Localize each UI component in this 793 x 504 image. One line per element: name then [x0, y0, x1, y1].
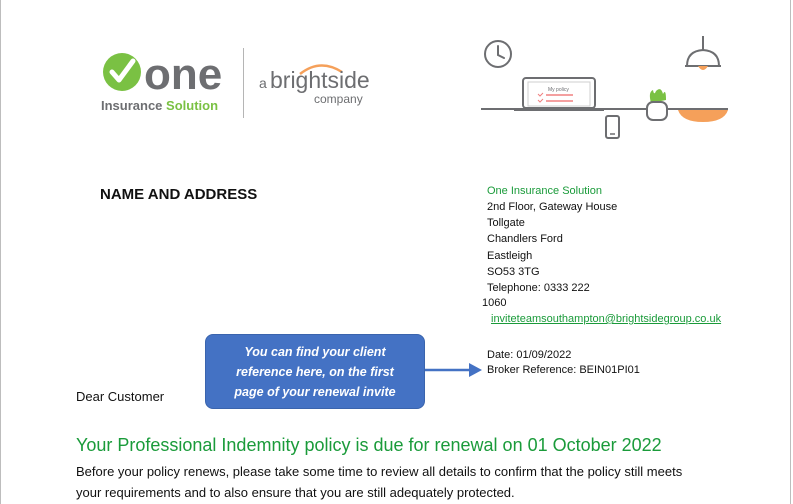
company-logo	[100, 48, 390, 120]
sender-address-line3: Chandlers Ford	[487, 233, 563, 245]
renewal-title: Your Professional Indemnity policy is due for renewal on 01 October 2022	[76, 435, 662, 455]
logo-subtitle: Insurance Solution	[101, 98, 219, 113]
sender-telephone: Telephone: 0333 222	[487, 282, 590, 294]
sender-company: One Insurance Solution	[487, 185, 602, 197]
callout-line1: You can find your client	[244, 345, 386, 359]
callout-line2: reference here, on the first	[236, 365, 394, 379]
page-edge-right	[790, 0, 791, 504]
sender-postcode: SO53 3TG	[487, 266, 540, 278]
one-logo-icon	[100, 48, 230, 96]
body-line-2: your requirements and to also ensure that you are still adequately protected.	[76, 485, 515, 500]
broker-reference: Broker Reference: BEIN01PI01	[487, 364, 640, 376]
body-line-1: Before your policy renews, please take some time to review all details to confirm that the policy still meets	[76, 464, 683, 479]
desk-illustration	[478, 36, 730, 146]
sender-address-line1: 2nd Floor, Gateway House	[487, 201, 618, 213]
letter-date: Date: 01/09/2022	[487, 349, 572, 361]
sender-address-line2: Tollgate	[487, 217, 525, 229]
callout-line3: page of your renewal invite	[234, 385, 396, 399]
plant-icon	[647, 89, 667, 120]
partner-prefix: a	[259, 75, 267, 91]
partner-name: brightside	[270, 67, 370, 93]
phone-icon	[606, 116, 619, 138]
salutation: Dear Customer	[76, 389, 165, 404]
brightside-logo-icon	[258, 60, 388, 110]
partner-suffix: company	[314, 92, 363, 106]
callout-arrow-icon	[425, 362, 483, 378]
recipient-heading: NAME AND ADDRESS	[100, 186, 258, 203]
laptop-icon	[514, 78, 604, 111]
sender-email-link[interactable]: inviteteamsouthampton@brightsidegroup.co.uk	[491, 313, 722, 325]
sender-telephone-continued: 1060	[482, 297, 507, 309]
client-reference-callout	[205, 334, 425, 409]
clock-icon	[485, 41, 511, 67]
sender-address-line4: Eastleigh	[487, 250, 533, 262]
pendant-lamp-icon	[685, 36, 721, 70]
laptop-screen-title: My policy	[548, 87, 569, 93]
logo-wordmark: one	[144, 50, 223, 96]
page-edge-left	[0, 0, 1, 504]
logo-divider	[243, 48, 244, 118]
